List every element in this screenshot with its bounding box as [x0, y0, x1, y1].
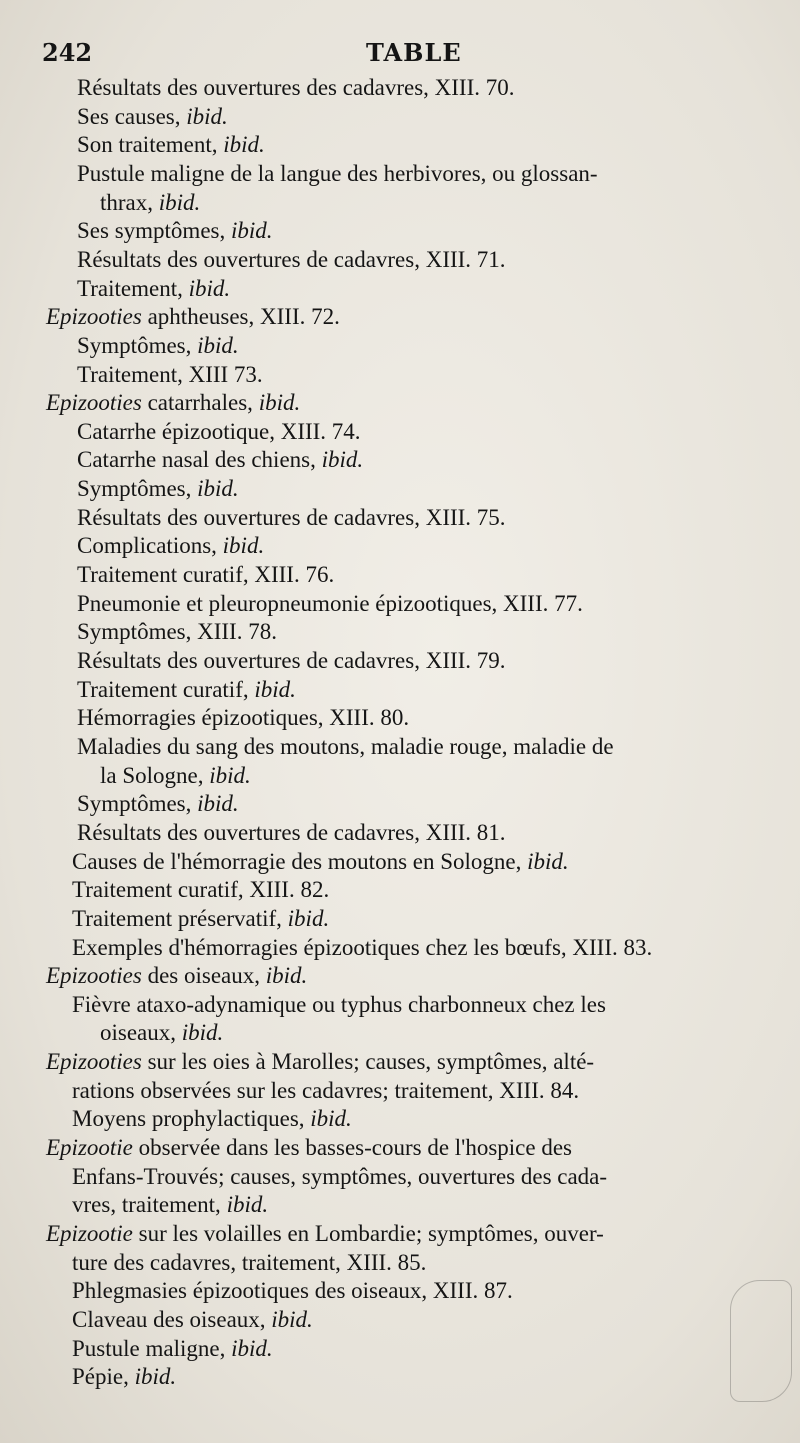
- index-line: [72, 848, 569, 876]
- index-line: [72, 905, 329, 933]
- index-line: [77, 446, 363, 474]
- italic-text: ibid.: [197, 791, 239, 817]
- line-text: aphtheuses, XIII. 72.: [141, 304, 340, 330]
- index-line: [77, 819, 506, 847]
- line-text: ture des cadavres, traitement, XIII. 85.: [72, 1249, 427, 1275]
- italic-text: ibid.: [222, 533, 265, 559]
- index-line: [77, 704, 409, 732]
- italic-text: ibid.: [223, 132, 265, 158]
- line-text: Pustule maligne de la langue des herbivores, ou glossan-: [77, 160, 598, 186]
- line-text: Phlegmasies épizootiques des oiseaux, XIII. 87.: [72, 1278, 513, 1304]
- line-text: Résultats des ouvertures de cadavres, XIII. 71.: [77, 246, 506, 272]
- line-text: catarrhales,: [141, 390, 259, 416]
- line-text: Catarrhe épizootique, XIII. 74.: [77, 418, 361, 444]
- line-text: Pustule maligne,: [72, 1335, 232, 1361]
- page-header: [0, 38, 800, 72]
- index-line: [77, 160, 598, 188]
- line-text: rations observées sur les cadavres; traitement, XIII. 84.: [72, 1077, 580, 1103]
- line-text: Traitement, XIII 73.: [77, 361, 263, 387]
- index-line: [72, 1105, 352, 1133]
- running-title: TABLE: [366, 38, 462, 67]
- italic-text: ibid.: [254, 676, 296, 702]
- italic-text: ibid.: [197, 476, 239, 502]
- italic-text: Epizootie: [46, 1221, 133, 1246]
- index-line: [77, 74, 515, 102]
- index-line: [72, 1191, 268, 1219]
- index-line: [77, 475, 239, 503]
- line-text: Résultats des ouvertures de cadavres, XIII. 81.: [77, 819, 506, 845]
- index-line: [72, 1363, 176, 1391]
- line-text: Moyens prophylactiques,: [72, 1106, 311, 1132]
- italic-text: ibid.: [265, 963, 308, 989]
- index-line: [100, 189, 200, 217]
- index-line: [72, 876, 329, 904]
- index-line: [77, 790, 239, 818]
- line-text: Traitement curatif,: [77, 676, 255, 702]
- line-text: Symptômes,: [77, 791, 198, 817]
- line-text: Claveau des oiseaux,: [72, 1306, 272, 1332]
- index-line: [46, 962, 307, 990]
- index-line: [72, 991, 606, 1019]
- line-text: Maladies du sang des moutons, maladie rouge, maladie de: [77, 733, 614, 759]
- index-line: [77, 676, 296, 704]
- page-number: 242: [42, 38, 93, 67]
- line-text: Symptômes, XIII. 78.: [77, 619, 277, 645]
- line-text: Symptômes,: [77, 476, 198, 502]
- line-text: Traitement curatif, XIII. 82.: [72, 877, 330, 903]
- line-text: Enfans-Trouvés; causes, symptômes, ouvertures des cada-: [72, 1163, 608, 1189]
- line-text: Exemples d'hémorragies épizootiques chez les bœufs, XIII. 83.: [72, 934, 653, 960]
- line-text: Traitement,: [77, 275, 189, 301]
- line-text: Traitement curatif, XIII. 76.: [77, 562, 335, 588]
- index-line: [77, 275, 230, 303]
- line-text: sur les oies à Marolles; causes, symptômes, alté-: [141, 1049, 595, 1075]
- index-line: [77, 361, 263, 389]
- index-line: [77, 418, 361, 446]
- index-line: [72, 1335, 273, 1363]
- show-through-mark: [730, 1280, 792, 1402]
- index-line: [46, 1220, 604, 1248]
- line-text: Résultats des ouvertures de cadavres, XIII. 75.: [77, 504, 506, 530]
- index-line: [100, 1019, 223, 1047]
- index-line: [77, 504, 506, 532]
- italic-text: ibid.: [186, 103, 228, 129]
- index-line: [72, 934, 652, 962]
- index-line: [77, 561, 334, 589]
- line-text: Fièvre ataxo-adynamique ou typhus charbonneux chez les: [72, 991, 606, 1017]
- italic-text: ibid.: [310, 1106, 352, 1132]
- italic-text: Epizootie: [46, 1135, 133, 1161]
- line-text: Pépie,: [72, 1364, 135, 1390]
- line-text: des oiseaux,: [141, 963, 266, 989]
- line-text: Complications,: [77, 533, 223, 559]
- italic-text: ibid.: [230, 218, 273, 244]
- italic-text: ibid.: [209, 762, 251, 788]
- index-line: [72, 1249, 426, 1277]
- line-text: la Sologne,: [100, 762, 210, 788]
- line-text: Ses causes,: [77, 103, 187, 129]
- line-text: Causes de l'hémorragie des moutons en Sologne,: [72, 848, 528, 874]
- line-text: Résultats des ouvertures de cadavres, XIII. 79.: [77, 648, 506, 673]
- italic-text: ibid.: [271, 1306, 313, 1332]
- italic-text: ibid.: [258, 390, 301, 416]
- index-line: [77, 103, 228, 131]
- index-line: [46, 1048, 594, 1076]
- index-line: [77, 532, 264, 560]
- line-text: Symptômes,: [77, 332, 198, 358]
- italic-text: ibid.: [158, 189, 201, 215]
- italic-text: ibid.: [321, 447, 364, 473]
- index-line: [77, 332, 239, 360]
- italic-text: Epizooties: [46, 963, 142, 989]
- line-text: Catarrhe nasal des chiens,: [77, 447, 322, 473]
- italic-text: ibid.: [188, 275, 231, 301]
- italic-text: ibid.: [287, 905, 330, 931]
- italic-text: Epizooties: [46, 390, 142, 416]
- index-line: [77, 246, 506, 274]
- italic-text: ibid.: [231, 1335, 273, 1361]
- line-text: Hémorragies épizootiques, XIII. 80.: [77, 705, 410, 731]
- index-line: [72, 1077, 579, 1105]
- index-line: [77, 647, 506, 675]
- line-text: observée dans les basses-cours de l'hospice des: [132, 1135, 572, 1161]
- index-line: [77, 618, 277, 646]
- index-line: [72, 1163, 607, 1191]
- index-line: [46, 389, 300, 417]
- line-text: sur les volailles en Lombardie; symptômes, ouver-: [132, 1221, 604, 1246]
- line-text: vres, traitement,: [72, 1192, 227, 1218]
- line-text: Résultats des ouvertures des cadavres, XIII. 70.: [77, 75, 515, 100]
- italic-text: ibid.: [134, 1364, 177, 1390]
- index-line: [77, 590, 583, 618]
- line-text: thrax,: [100, 189, 159, 215]
- index-line: [46, 1134, 572, 1162]
- line-text: oiseaux,: [100, 1020, 182, 1046]
- index-line: [77, 217, 273, 245]
- italic-text: ibid.: [197, 332, 239, 358]
- index-line: [72, 1277, 513, 1305]
- line-text: Pneumonie et pleuropneumonie épizootiques, XIII. 77.: [77, 590, 583, 616]
- line-text: Son traitement,: [77, 132, 224, 158]
- italic-text: ibid.: [181, 1020, 224, 1046]
- index-line: [77, 733, 614, 761]
- italic-text: ibid.: [226, 1192, 269, 1218]
- index-line: [46, 303, 340, 331]
- index-line: [100, 762, 251, 790]
- index-line: [77, 131, 265, 159]
- index-line: [72, 1306, 313, 1334]
- line-text: Traitement préservatif,: [72, 905, 288, 931]
- line-text: Ses symptômes,: [77, 218, 231, 244]
- italic-text: ibid.: [527, 848, 569, 874]
- italic-text: Epizooties: [46, 304, 142, 330]
- italic-text: Epizooties: [46, 1049, 142, 1075]
